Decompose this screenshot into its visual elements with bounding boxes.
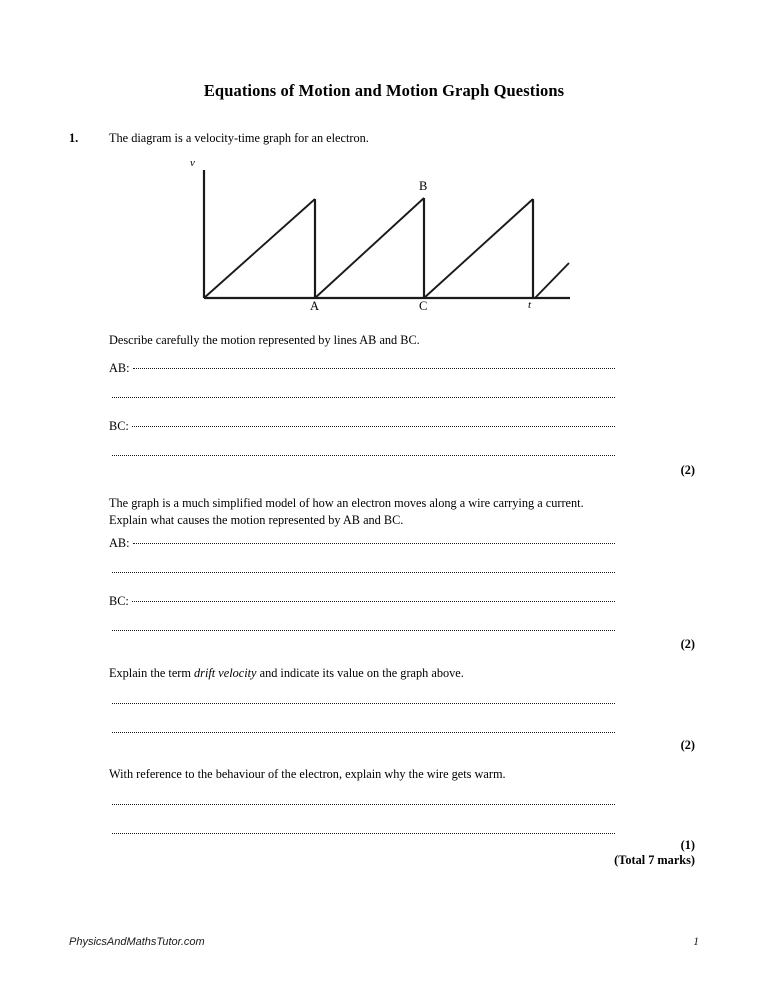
part-4-prompt: With reference to the behaviour of the electron, explain why the wire gets warm. — [109, 767, 506, 781]
page-title: Equations of Motion and Motion Graph Questions — [203, 81, 565, 100]
answer-line[interactable] — [112, 724, 615, 736]
velocity-time-graph — [180, 155, 580, 325]
answer-line[interactable] — [112, 825, 615, 837]
question-stem: The diagram is a velocity-time graph for an electron. — [109, 131, 369, 145]
x-axis-label: t — [528, 299, 532, 311]
answer-line[interactable] — [112, 796, 615, 808]
point-label-a: A — [310, 299, 320, 313]
answer-line[interactable] — [133, 360, 616, 372]
answer-label: AB: — [109, 361, 130, 375]
ramp-1 — [204, 199, 315, 298]
part-1-prompt: Describe carefully the motion represented by lines AB and BC. — [109, 333, 420, 347]
answer-line[interactable] — [132, 418, 615, 430]
part-3-prompt — [109, 665, 639, 682]
part-3-prompt-italic: drift velocity — [194, 666, 257, 680]
part-4-marks: (1) — [680, 838, 695, 852]
part-3-prompt-pre: Explain the term — [109, 666, 195, 680]
question-number: 1. — [69, 131, 79, 145]
part-3-prompt-post: and indicate its value on the graph above. — [256, 666, 464, 680]
part-2-prompt — [109, 495, 654, 528]
answer-line[interactable] — [112, 564, 615, 576]
answer-line[interactable] — [132, 593, 615, 605]
answer-row[interactable] — [109, 825, 615, 842]
answer-line[interactable] — [133, 535, 616, 547]
answer-row[interactable] — [109, 724, 615, 741]
answer-line[interactable] — [112, 447, 615, 459]
answer-label: BC: — [109, 594, 129, 608]
total-marks: (Total 7 marks) — [614, 853, 695, 867]
answer-row[interactable] — [109, 447, 615, 464]
answer-row[interactable] — [109, 622, 615, 639]
part-1-marks: (2) — [680, 463, 695, 477]
answer-row[interactable] — [109, 593, 615, 610]
answer-row[interactable] — [109, 535, 615, 552]
part-2-prompt-line-2: Explain what causes the motion represented by AB and BC. — [109, 512, 404, 527]
answer-label: BC: — [109, 419, 129, 433]
point-label-c: C — [419, 299, 428, 313]
answer-line[interactable] — [112, 695, 615, 707]
answer-row[interactable] — [109, 796, 615, 813]
answer-row[interactable] — [109, 360, 615, 377]
footer-page-number: 1 — [693, 936, 699, 948]
y-axis-label: v — [190, 157, 195, 169]
part-2-marks: (2) — [680, 637, 695, 651]
ramp-3 — [424, 199, 533, 298]
answer-line[interactable] — [112, 622, 615, 634]
point-label-b: B — [419, 179, 428, 193]
part-2-prompt-line-1: The graph is a much simplified model of how an electron moves along a wire carrying a current. — [109, 496, 584, 510]
answer-row[interactable] — [109, 418, 615, 435]
answer-row[interactable] — [109, 695, 615, 712]
ramp-4-partial — [535, 263, 569, 298]
answer-row[interactable] — [109, 564, 615, 581]
answer-row[interactable] — [109, 389, 615, 406]
footer-site-name: PhysicsAndMathsTutor.com — [69, 936, 205, 948]
answer-line[interactable] — [112, 389, 615, 401]
answer-label: AB: — [109, 536, 130, 550]
ramp-2 — [315, 198, 424, 298]
part-3-marks: (2) — [680, 738, 695, 752]
